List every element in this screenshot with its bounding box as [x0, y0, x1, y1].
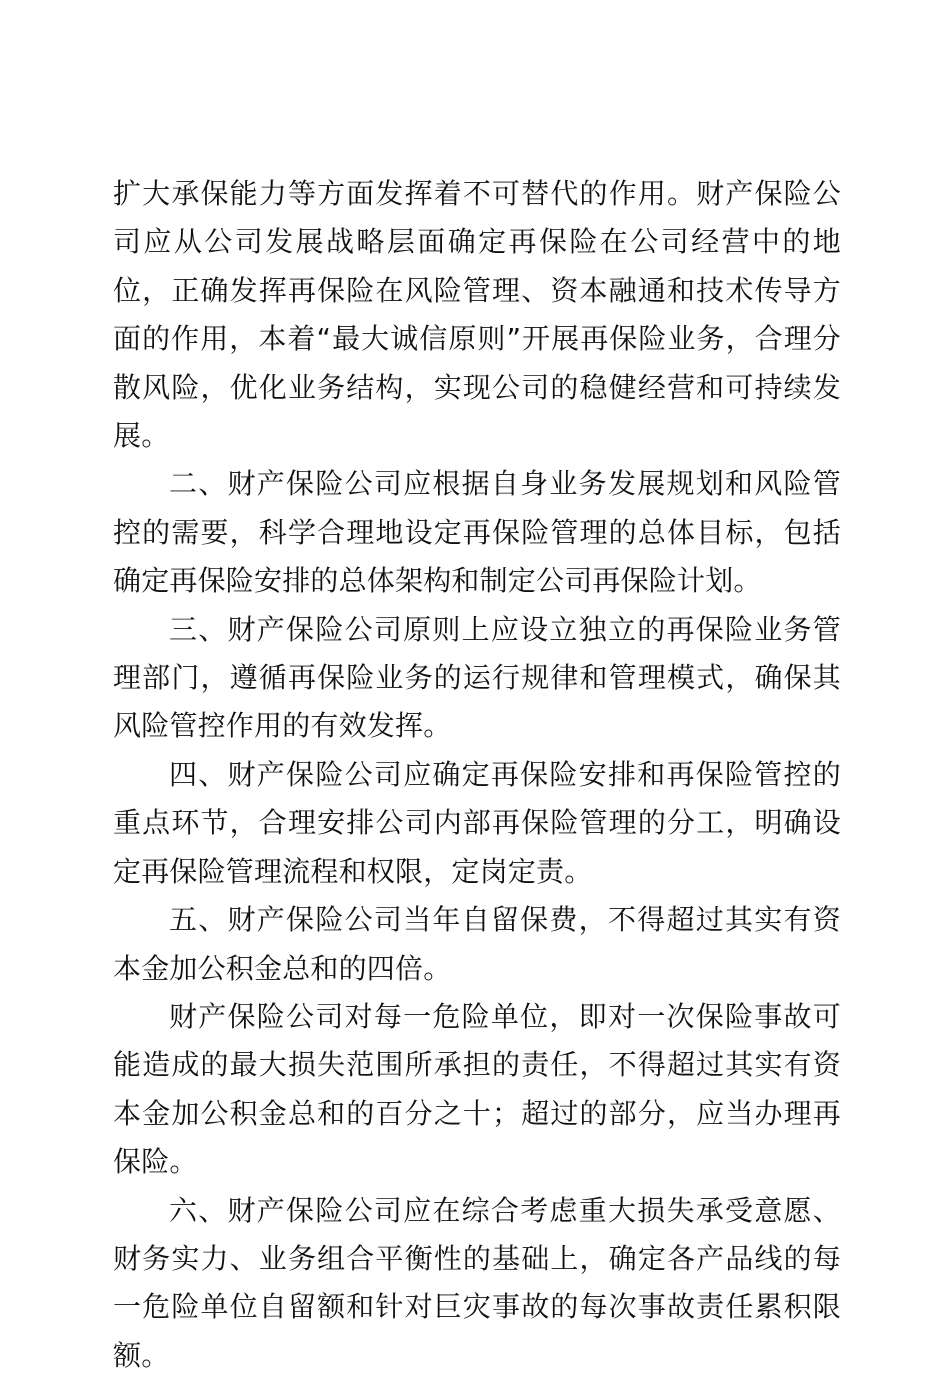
paragraph-section-4: 四、财产保险公司应确定再保险安排和再保险管控的重点环节，合理安排公司内部再保险管理的分工，明确设定再保险管理流程和权限，定岗定责。 — [113, 757, 841, 888]
paragraph-section-6: 六、财产保险公司应在综合考虑重大损失承受意愿、财务实力、业务组合平衡性的基础上，确定各产品线的每一危险单位自留额和针对巨灾事故的每次事故责任累积限额。 — [113, 1193, 841, 1372]
paragraph-section-3: 三、财产保险公司原则上应设立独立的再保险业务管理部门，遵循再保险业务的运行规律和管理模式，确保其风险管控作用的有效发挥。 — [113, 612, 841, 743]
paragraph-continuation: 扩大承保能力等方面发挥着不可替代的作用。财产保险公司应从公司发展战略层面确定再保险在公司经营中的地位，正确发挥再保险在风险管理、资本融通和技术传导方面的作用，本着“最大诚信原则”开展再保险业务，合理分散风险，优化业务结构，实现公司的稳健经营和可持续发展。 — [113, 177, 841, 453]
paragraph-section-2: 二、财产保险公司应根据自身业务发展规划和风险管控的需要，科学合理地设定再保险管理的总体目标，包括确定再保险安排的总体架构和制定公司再保险计划。 — [113, 467, 841, 598]
paragraph-section-5-detail: 财产保险公司对每一危险单位，即对一次保险事故可能造成的最大损失范围所承担的责任，不得超过其实有资本金加公积金总和的百分之十；超过的部分，应当办理再保险。 — [113, 999, 841, 1179]
document-body — [113, 170, 841, 1380]
paragraph-section-5: 五、财产保险公司当年自留保费，不得超过其实有资本金加公积金总和的四倍。 — [113, 903, 841, 985]
